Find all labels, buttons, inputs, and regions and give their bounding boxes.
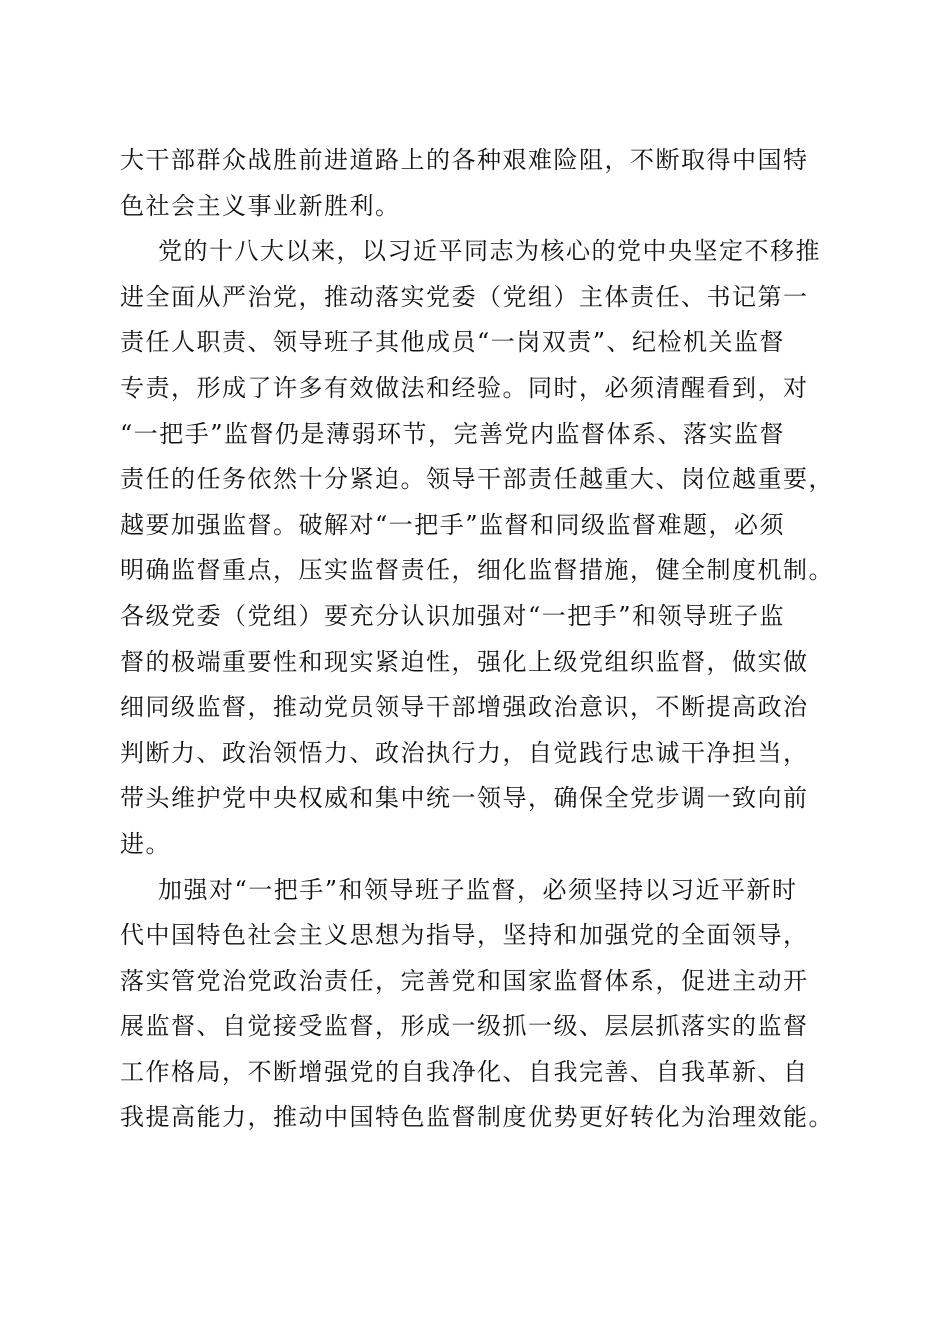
text-line: 越要加强监督。破解对“一把手”监督和同级监督难题，必须 — [120, 510, 786, 539]
text-line: 展监督、自觉接受监督，形成一级抓一级、层层抓落实的监督 — [120, 1012, 809, 1041]
text-line: 大干部群众战胜前进道路上的各种艰难险阻，不断取得中国特 — [120, 146, 809, 174]
document-body — [120, 138, 840, 1141]
text-line: 带头维护党中央权威和集中统一领导，确保全党步调一致向前 — [120, 784, 809, 813]
paragraph — [120, 868, 840, 1142]
text-line: 进全面从严治党，推动落实党委（党组）主体责任、书记第一 — [120, 282, 809, 311]
text-line: 判断力、政治领悟力、政治执行力，自觉践行忠诚干净担当， — [120, 738, 809, 767]
text-line: 代中国特色社会主义思想为指导，坚持和加强党的全面领导， — [120, 921, 809, 950]
text-line: 我提高能力，推动中国特色监督制度优势更好转化为治理效能。 — [120, 1103, 834, 1132]
text-line: 细同级监督，推动党员领导干部增强政治意识，不断提高政治 — [120, 693, 809, 722]
text-line: 党的十八大以来，以习近平同志为核心的党中央坚定不移推 — [158, 237, 821, 266]
paragraph — [120, 138, 840, 229]
text-line: 明确监督重点，压实监督责任，细化监督措施，健全制度机制。 — [120, 556, 834, 585]
paragraph — [120, 229, 840, 867]
text-line: “一把手”监督仍是薄弱环节，完善党内监督体系、落实监督 — [120, 419, 786, 448]
text-line: 责任的任务依然十分紧迫。领导干部责任越重大、岗位越重要， — [120, 465, 834, 494]
text-line: 专责，形成了许多有效做法和经验。同时，必须清醒看到，对 — [120, 373, 809, 402]
text-line: 色社会主义事业新胜利。 — [120, 191, 401, 220]
text-line: 进。 — [120, 829, 171, 858]
text-line: 责任人职责、领导班子其他成员“一岗双责”、纪检机关监督 — [120, 328, 786, 357]
text-line: 各级党委（党组）要充分认识加强对“一把手”和领导班子监 — [120, 601, 786, 630]
text-line: 加强对“一把手”和领导班子监督，必须坚持以习近平新时 — [158, 875, 798, 904]
text-line: 工作格局，不断增强党的自我净化、自我完善、自我革新、自 — [120, 1057, 809, 1086]
text-line: 落实管党治党政治责任，完善党和国家监督体系，促进主动开 — [120, 966, 809, 995]
text-line: 督的极端重要性和现实紧迫性，强化上级党组织监督，做实做 — [120, 647, 809, 676]
